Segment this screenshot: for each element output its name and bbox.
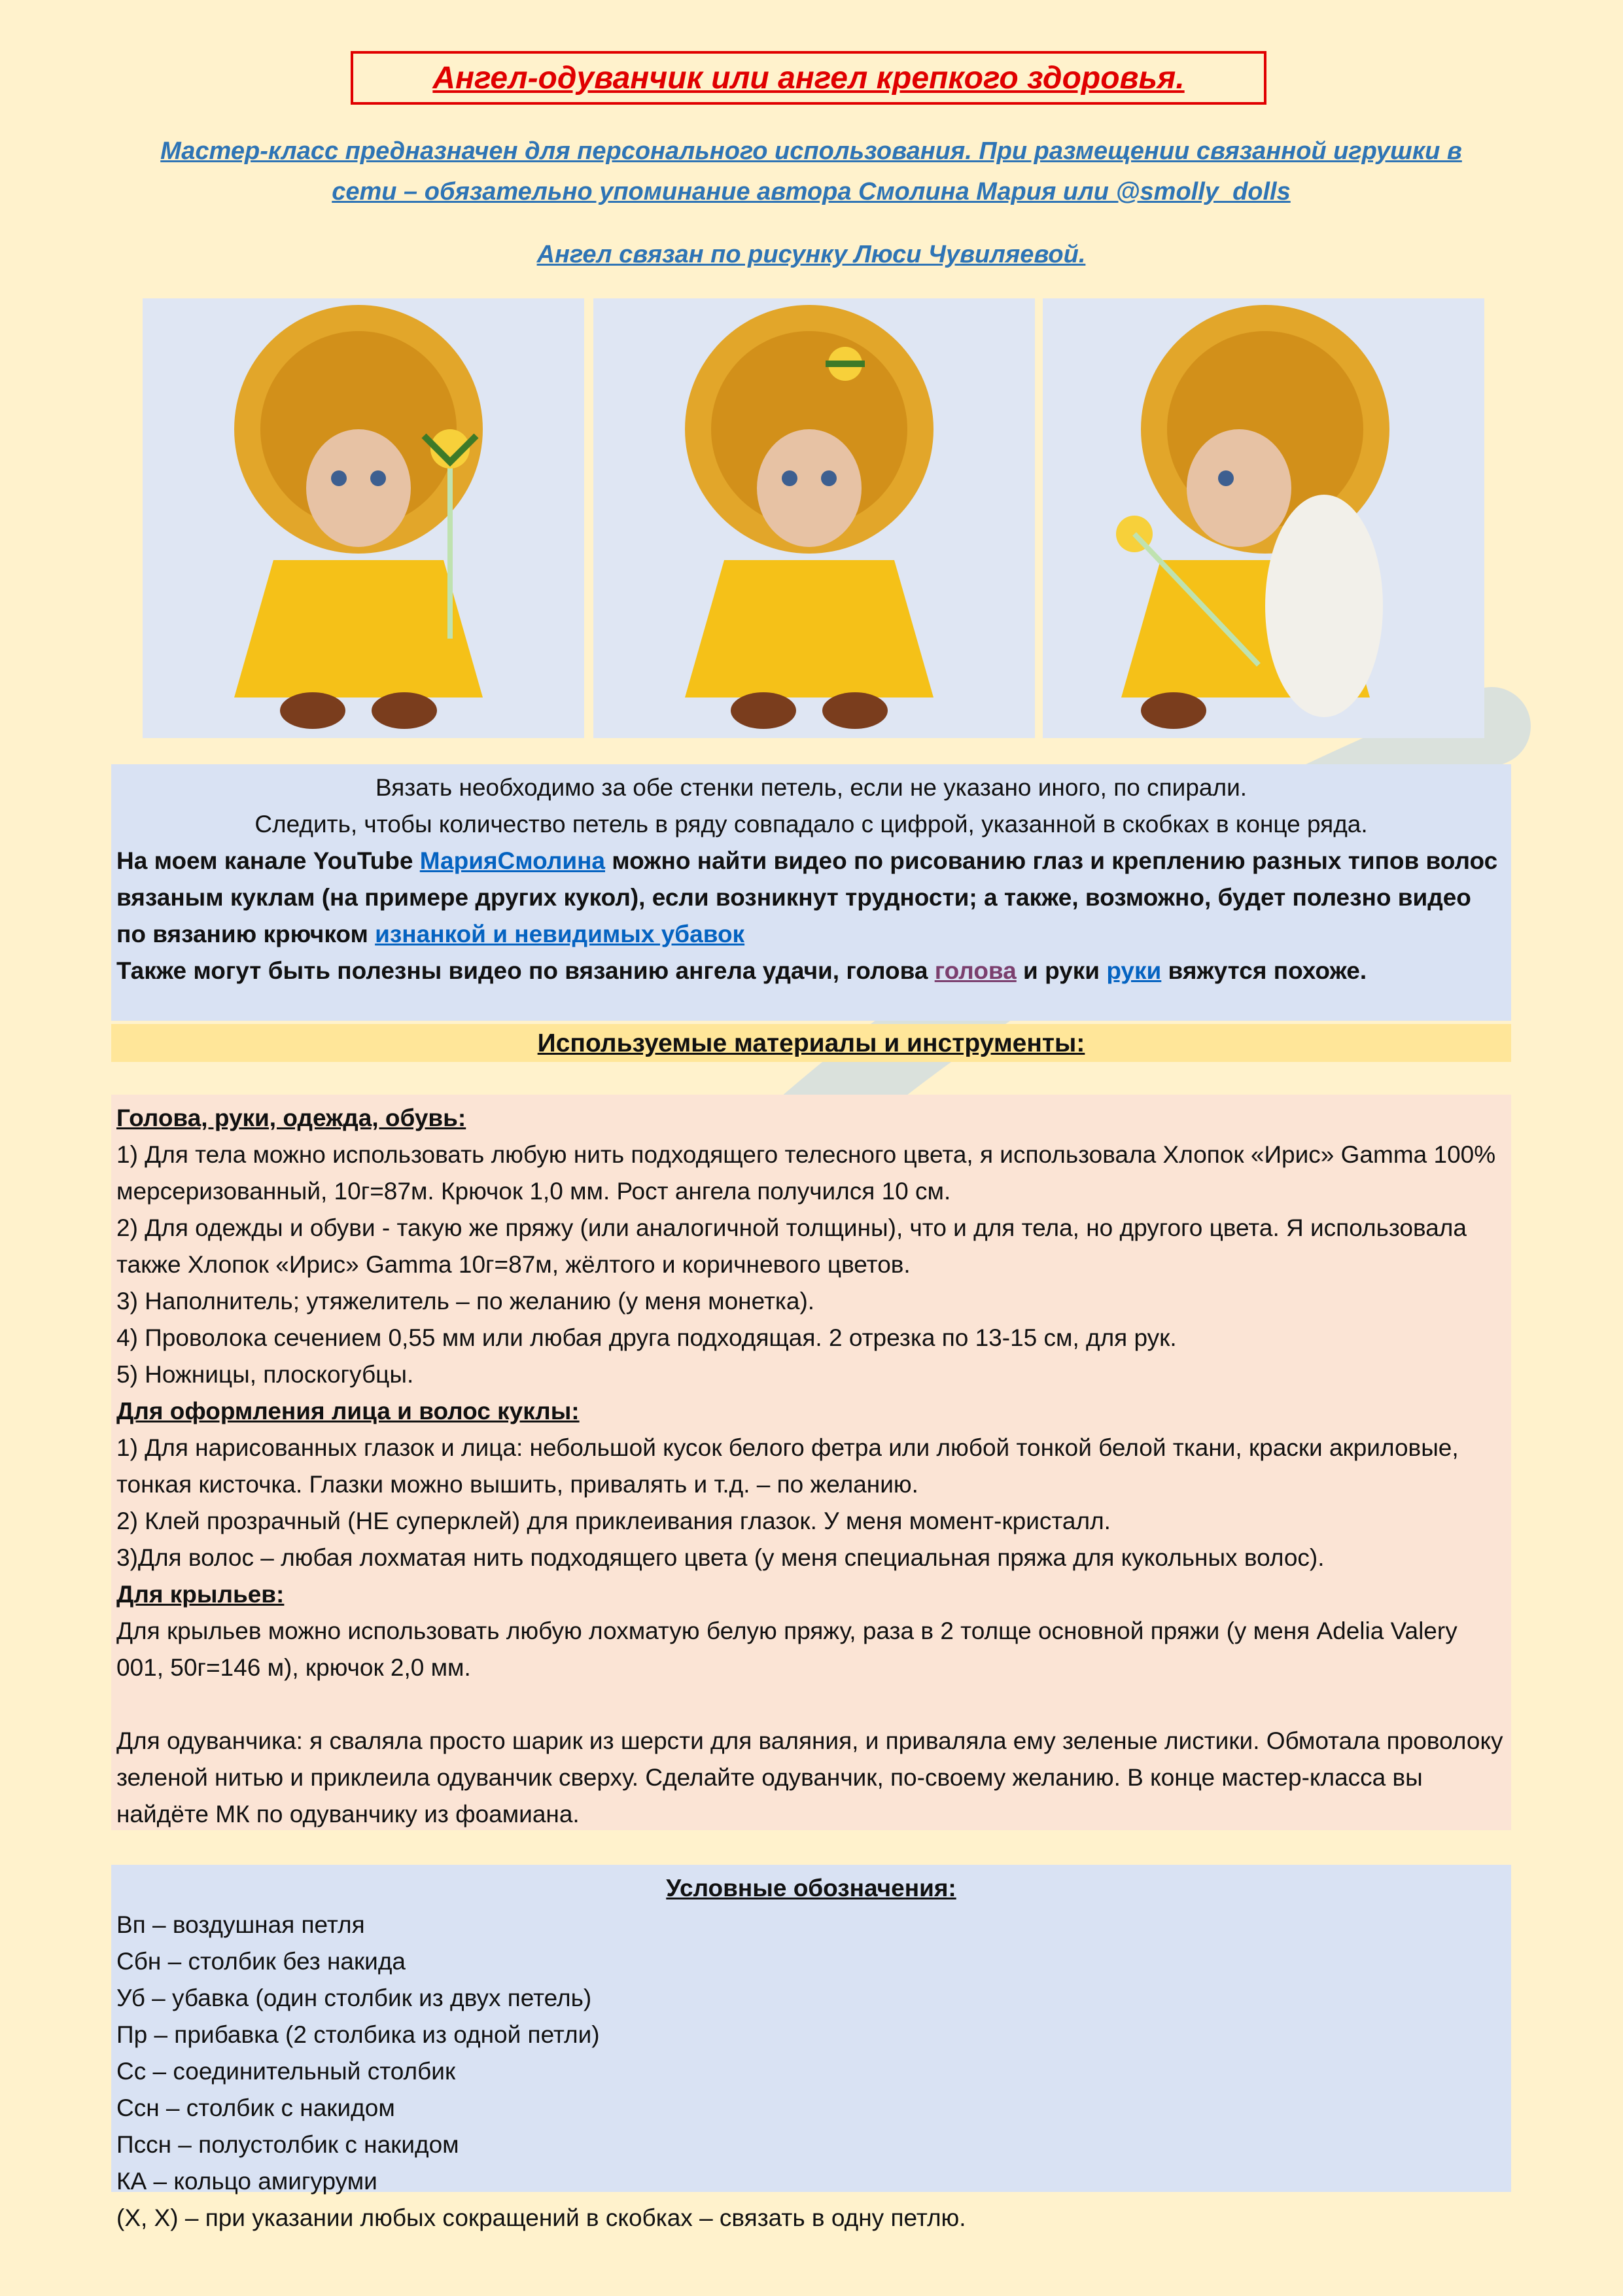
face-item-3: 3)Для волос – любая лохматая нить подходящего цвета (у меня специальная пряжа для кукольных волос). — [116, 1544, 1325, 1571]
intro-panel — [111, 764, 1511, 1021]
legend-panel — [111, 1865, 1511, 2231]
legend-item: КА – кольцо амигуруми — [116, 2168, 377, 2195]
head-video-link[interactable]: голова — [934, 957, 1017, 984]
legend-item: Вп – воздушная петля — [116, 1911, 365, 1938]
materials-panel — [111, 1095, 1511, 1830]
page-title: Ангел-одуванчик или ангел крепкого здоровья. — [432, 60, 1185, 96]
legend-heading: Условные обозначения: — [666, 1875, 956, 1901]
dandelion-text: Для одуванчика: я сваляла просто шарик из шерсти для валяния, и приваляла ему зеленые листики. Обмотала проволоку зеленой нитью и приклеила одуванчик сверху. Сделайте одуванчик, по-своему желанию. В конце мастер-класса вы найдёте МК по одуванчику из фоамиана. — [116, 1727, 1503, 1828]
materials-item-2: 2) Для одежды и обуви - такую же пряжу (или аналогичной толщины), что и для тела, но другого цвета. Я использовала также Хлопок «Ирис» Gamma 10г=87м, жёлтого и коричневого цветов. — [116, 1214, 1467, 1278]
legend-item: (Х, Х) – при указании любых сокращений в скобках – связать в одну петлю. — [116, 2204, 966, 2231]
angel-photo-2-illustration — [593, 298, 1035, 738]
materials-heading-wings: Для крыльев: — [116, 1581, 285, 1608]
materials-item-5: 5) Ножницы, плоскогубцы. — [116, 1361, 414, 1388]
photo-3 — [1043, 298, 1484, 738]
intro-line-2: Следить, чтобы количество петель в ряду совпадало с цифрой, указанной в скобках в конце ряда. — [254, 811, 1368, 838]
legend-item: Сбн – столбик без накида — [116, 1948, 406, 1975]
intro-youtube-paragraph — [116, 843, 1506, 953]
materials-item-1: 1) Для тела можно использовать любую нить подходящего телесного цвета, я использовала Хлопок «Ирис» Gamma 100% мерсеризованный, 10г=87м. Крючок 1,0 мм. Рост ангела получился 10 см. — [116, 1141, 1496, 1205]
materials-heading-face: Для оформления лица и волос куклы: — [116, 1398, 580, 1424]
intro-videos-text-b: и руки — [1016, 957, 1107, 984]
legend-item: Ссн – столбик с накидом — [116, 2094, 395, 2121]
photo-1 — [143, 298, 584, 738]
legend-item: Пссн – полустолбик с накидом — [116, 2131, 459, 2158]
subtitle-line-1: Мастер-класс предназначен для персонального использования. При размещении связанной игрушки в — [160, 137, 1462, 165]
photo-2 — [593, 298, 1035, 738]
materials-heading-body: Голова, руки, одежда, обувь: — [116, 1104, 466, 1131]
materials-heading: Используемые материалы и инструменты: — [111, 1024, 1511, 1062]
face-item-1: 1) Для нарисованных глазок и лица: небольшой кусок белого фетра или любой тонкой белой ткани, краски акриловые, тонкая кисточка. Глазки можно вышить, привалять и т.д. – по желанию. — [116, 1434, 1459, 1498]
intro-videos-paragraph — [116, 953, 1506, 989]
intro-videos-text-c: вяжутся похоже. — [1161, 957, 1367, 984]
legend-item: Сс – соединительный столбик — [116, 2058, 456, 2085]
legend-item: Пр – прибавка (2 столбика из одной петли) — [116, 2021, 600, 2048]
subtitle-line-2: сети – обязательно упоминание автора Смолина Мария или @smolly_dolls — [332, 178, 1291, 205]
intro-youtube-text-a: На моем канале YouTube — [116, 847, 420, 874]
intro-line-1: Вязать необходимо за обе стенки петель, если не указано иного, по спирали. — [375, 774, 1248, 801]
wings-text: Для крыльев можно использовать любую лохматую белую пряжу, раза в 2 толще основной пряжи (у меня Adelia Valery 001, 50г=146 м), крючок 2,0 мм. — [116, 1617, 1457, 1681]
youtube-channel-link[interactable]: МарияСмолина — [419, 847, 605, 874]
face-item-2: 2) Клей прозрачный (НЕ суперклей) для приклеивания глазок. У меня момент-кристалл. — [116, 1508, 1111, 1534]
angel-photo-3-illustration — [1043, 298, 1484, 738]
intro-videos-text-a: Также могут быть полезны видео по вязанию ангела удачи, голова — [116, 957, 935, 984]
hands-video-link[interactable]: руки — [1106, 957, 1162, 984]
subtitle — [111, 131, 1511, 212]
angel-photo-1-illustration — [143, 298, 584, 738]
credit-line: Ангел связан по рисунку Люси Чувиляевой. — [536, 241, 1086, 268]
materials-item-4: 4) Проволока сечением 0,55 мм или любая друга подходящая. 2 отрезка по 13-15 см, для рук. — [116, 1324, 1177, 1351]
materials-item-3: 3) Наполнитель; утяжелитель – по желанию (у меня монетка). — [116, 1288, 815, 1315]
intro-youtube-text-b: можно найти видео по рисованию глаз и креплению разных типов волос вязаным куклам (на примере других кукол), если возникнут трудности; а также, возможно, будет полезно видео по вязанию крючком — [116, 847, 1498, 947]
decrease-video-link[interactable]: изнанкой и невидимых убавок — [375, 921, 745, 947]
title-box — [351, 51, 1266, 105]
legend-item: Уб – убавка (один столбик из двух петель) — [116, 1985, 592, 2011]
